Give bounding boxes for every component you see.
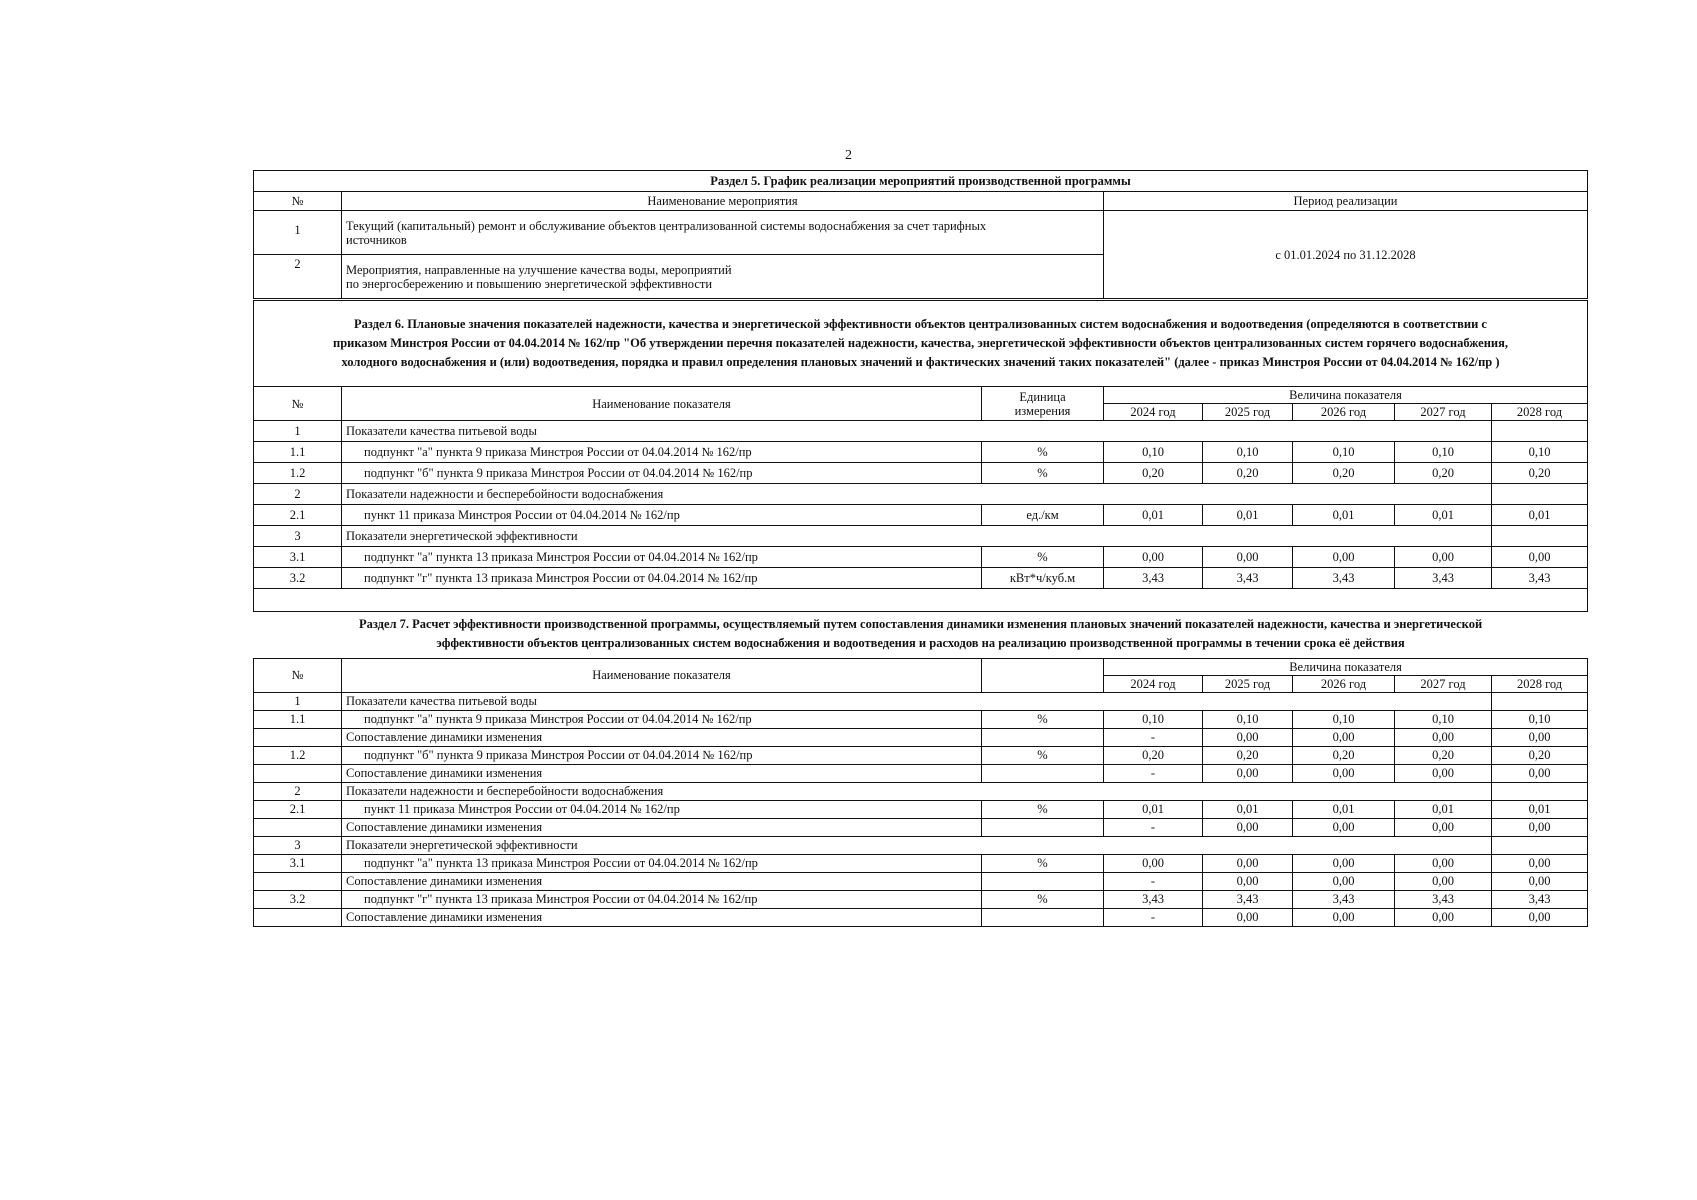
value-cell: 3,43 bbox=[1293, 890, 1395, 908]
value-cell: 0,00 bbox=[1395, 764, 1492, 782]
row-number: 1.1 bbox=[254, 710, 342, 728]
section6-col-unit-line: измерения bbox=[1014, 403, 1071, 418]
value-cell: 0,10 bbox=[1395, 710, 1492, 728]
value-cell: 0,00 bbox=[1492, 908, 1588, 926]
value-cell: 0,00 bbox=[1104, 854, 1203, 872]
unit-cell: % bbox=[982, 800, 1104, 818]
row-number: 1.1 bbox=[254, 442, 342, 463]
section6-title-line: приказом Минстроя России от 04.04.2014 № 162/пр "Об утверждении перечня показателей надежности, качества, энергетической эффективности объектов централизованных систем горячего водоснабжения, bbox=[333, 336, 1508, 350]
comparison-label: Сопоставление динамики изменения bbox=[342, 764, 982, 782]
value-cell: 0,00 bbox=[1203, 872, 1293, 890]
value-cell: 0,20 bbox=[1203, 463, 1293, 484]
indicator-row bbox=[254, 442, 1588, 463]
section6-table bbox=[253, 300, 1588, 612]
value-cell: 0,01 bbox=[1203, 505, 1293, 526]
year-header: 2026 год bbox=[1293, 404, 1395, 421]
value-cell: 0,01 bbox=[1203, 800, 1293, 818]
section7-title-line: эффективности объектов централизованных систем водоснабжения и водоотведения и расходов на реализацию производственной программы в течении срока её действия bbox=[436, 635, 1405, 650]
unit-cell bbox=[982, 872, 1104, 890]
page-number: 2 bbox=[845, 148, 852, 163]
group-row bbox=[254, 692, 1588, 710]
empty-cell bbox=[1492, 836, 1588, 854]
section5-row-name-line: Текущий (капитальный) ремонт и обслуживание объектов централизованной системы водоснабжения за счет тарифных bbox=[346, 218, 987, 233]
comparison-label: Сопоставление динамики изменения bbox=[342, 872, 982, 890]
row-number: 2 bbox=[254, 782, 342, 800]
section6-body bbox=[254, 421, 1588, 589]
comparison-label: Сопоставление динамики изменения bbox=[342, 908, 982, 926]
unit-cell bbox=[982, 908, 1104, 926]
section7-col-value: Величина показателя bbox=[1104, 658, 1588, 675]
group-name: Показатели качества питьевой воды bbox=[342, 692, 1492, 710]
group-row bbox=[254, 526, 1588, 547]
value-cell: 0,00 bbox=[1492, 728, 1588, 746]
row-number bbox=[254, 872, 342, 890]
value-cell: 0,00 bbox=[1104, 547, 1203, 568]
comparison-row bbox=[254, 818, 1588, 836]
indicator-name: подпункт "а" пункта 13 приказа Минстроя России от 04.04.2014 № 162/пр bbox=[342, 547, 982, 568]
indicator-name: пункт 11 приказа Минстроя России от 04.04.2014 № 162/пр bbox=[342, 505, 982, 526]
value-cell: 0,00 bbox=[1203, 728, 1293, 746]
indicator-row bbox=[254, 547, 1588, 568]
value-cell: 0,00 bbox=[1203, 764, 1293, 782]
value-cell: 0,20 bbox=[1293, 463, 1395, 484]
value-cell: 0,10 bbox=[1293, 710, 1395, 728]
section5-row-name-line: источников bbox=[346, 232, 407, 247]
value-cell: 0,00 bbox=[1492, 547, 1588, 568]
value-cell: 0,00 bbox=[1203, 854, 1293, 872]
value-cell: 0,01 bbox=[1395, 505, 1492, 526]
row-number bbox=[254, 728, 342, 746]
value-cell: 0,00 bbox=[1492, 764, 1588, 782]
indicator-name: подпункт "б" пункта 9 приказа Минстроя России от 04.04.2014 № 162/пр bbox=[342, 746, 982, 764]
value-cell: 0,20 bbox=[1203, 746, 1293, 764]
section6-title-line: холодного водоснабжения и (или) водоотведения, порядка и правил определения плановых значений и фактических значений таких показателей" (далее - приказ Минстроя России от 04.04.2014 № 162/пр ) bbox=[341, 355, 1500, 369]
row-number: 1.2 bbox=[254, 746, 342, 764]
unit-cell: % bbox=[982, 442, 1104, 463]
indicator-name: пункт 11 приказа Минстроя России от 04.04.2014 № 162/пр bbox=[342, 800, 982, 818]
value-cell: 0,00 bbox=[1203, 547, 1293, 568]
indicator-row bbox=[254, 568, 1588, 589]
year-header: 2024 год bbox=[1104, 675, 1203, 692]
empty-cell bbox=[1492, 526, 1588, 547]
indicator-row bbox=[254, 710, 1588, 728]
comparison-row bbox=[254, 764, 1588, 782]
value-cell: 0,00 bbox=[1395, 872, 1492, 890]
value-cell: 3,43 bbox=[1203, 890, 1293, 908]
row-number bbox=[254, 764, 342, 782]
row-number: 3 bbox=[254, 836, 342, 854]
section6-title-line: Раздел 6. Плановые значения показателей надежности, качества и энергетической эффективности объектов централизованных систем водоснабжения и водоотведения (определяются в соответствии с bbox=[354, 317, 1487, 331]
row-number: 3.2 bbox=[254, 890, 342, 908]
comparison-label: Сопоставление динамики изменения bbox=[342, 728, 982, 746]
row-number: 2.1 bbox=[254, 800, 342, 818]
row-number: 1 bbox=[254, 692, 342, 710]
value-cell: 0,20 bbox=[1104, 746, 1203, 764]
value-cell: 0,00 bbox=[1293, 764, 1395, 782]
row-number bbox=[254, 908, 342, 926]
comparison-row bbox=[254, 908, 1588, 926]
unit-cell: % bbox=[982, 710, 1104, 728]
value-cell: 3,43 bbox=[1395, 890, 1492, 908]
value-cell: 0,01 bbox=[1492, 800, 1588, 818]
value-cell: 0,00 bbox=[1293, 908, 1395, 926]
value-cell: 0,10 bbox=[1203, 442, 1293, 463]
indicator-name: подпункт "а" пункта 13 приказа Минстроя России от 04.04.2014 № 162/пр bbox=[342, 854, 982, 872]
row-number: 3 bbox=[254, 526, 342, 547]
value-cell: 0,10 bbox=[1104, 710, 1203, 728]
row-number: 3.1 bbox=[254, 854, 342, 872]
value-cell: 0,00 bbox=[1395, 854, 1492, 872]
row-number: 1.2 bbox=[254, 463, 342, 484]
value-cell: 3,43 bbox=[1492, 890, 1588, 908]
section5-row-name bbox=[342, 211, 1104, 255]
empty-cell bbox=[1492, 692, 1588, 710]
unit-cell: ед./км bbox=[982, 505, 1104, 526]
value-cell: 0,20 bbox=[1395, 746, 1492, 764]
value-cell: 3,43 bbox=[1203, 568, 1293, 589]
value-cell: 0,00 bbox=[1492, 818, 1588, 836]
section6-col-value: Величина показателя bbox=[1104, 387, 1588, 404]
unit-cell: кВт*ч/куб.м bbox=[982, 568, 1104, 589]
indicator-name: подпункт "г" пункта 13 приказа Минстроя России от 04.04.2014 № 162/пр bbox=[342, 890, 982, 908]
indicator-row bbox=[254, 505, 1588, 526]
unit-cell: % bbox=[982, 547, 1104, 568]
indicator-name: подпункт "а" пункта 9 приказа Минстроя России от 04.04.2014 № 162/пр bbox=[342, 442, 982, 463]
section6-col-unit bbox=[982, 387, 1104, 421]
unit-cell bbox=[982, 818, 1104, 836]
section5-row-name-line: по энергосбережению и повышению энергетической эффективности bbox=[346, 276, 713, 291]
year-header: 2028 год bbox=[1492, 675, 1588, 692]
indicator-row bbox=[254, 746, 1588, 764]
value-cell: 0,00 bbox=[1293, 872, 1395, 890]
unit-cell: % bbox=[982, 746, 1104, 764]
year-header: 2027 год bbox=[1395, 675, 1492, 692]
year-header: 2028 год bbox=[1492, 404, 1588, 421]
section7-col-no: № bbox=[254, 658, 342, 692]
value-cell: 0,10 bbox=[1395, 442, 1492, 463]
value-cell: 0,01 bbox=[1293, 505, 1395, 526]
section5-col-period: Период реализации bbox=[1104, 192, 1588, 211]
unit-cell bbox=[982, 764, 1104, 782]
comparison-row bbox=[254, 728, 1588, 746]
value-cell: 0,20 bbox=[1492, 746, 1588, 764]
section5-period-value: с 01.01.2024 по 31.12.2028 bbox=[1104, 211, 1588, 299]
row-number bbox=[254, 818, 342, 836]
value-cell: 0,01 bbox=[1104, 800, 1203, 818]
value-cell: 0,00 bbox=[1293, 818, 1395, 836]
section5-table bbox=[253, 170, 1588, 299]
value-cell: - bbox=[1104, 908, 1203, 926]
group-row bbox=[254, 484, 1588, 505]
section5-row-name-line: Мероприятия, направленные на улучшение качества воды, мероприятий bbox=[346, 262, 732, 277]
section7-title bbox=[254, 610, 1588, 658]
value-cell: 0,20 bbox=[1104, 463, 1203, 484]
group-name: Показатели надежности и бесперебойности водоснабжения bbox=[342, 484, 1492, 505]
section6-title bbox=[254, 301, 1588, 387]
row-number: 3.1 bbox=[254, 547, 342, 568]
comparison-label: Сопоставление динамики изменения bbox=[342, 818, 982, 836]
section6-block bbox=[253, 300, 1587, 612]
value-cell: 0,10 bbox=[1104, 442, 1203, 463]
value-cell: 0,10 bbox=[1293, 442, 1395, 463]
value-cell: 0,01 bbox=[1104, 505, 1203, 526]
value-cell: - bbox=[1104, 728, 1203, 746]
indicator-name: подпункт "г" пункта 13 приказа Минстроя России от 04.04.2014 № 162/пр bbox=[342, 568, 982, 589]
group-row bbox=[254, 421, 1588, 442]
unit-cell: % bbox=[982, 463, 1104, 484]
value-cell: 3,43 bbox=[1104, 568, 1203, 589]
value-cell: 0,00 bbox=[1203, 908, 1293, 926]
value-cell: 0,20 bbox=[1492, 463, 1588, 484]
section5-row-name bbox=[342, 255, 1104, 299]
year-header: 2024 год bbox=[1104, 404, 1203, 421]
empty-cell bbox=[1492, 421, 1588, 442]
year-header: 2027 год bbox=[1395, 404, 1492, 421]
value-cell: 0,00 bbox=[1395, 818, 1492, 836]
value-cell: 3,43 bbox=[1104, 890, 1203, 908]
row-number: 2 bbox=[254, 484, 342, 505]
section7-title-line: Раздел 7. Расчет эффективности производственной программы, осуществляемый путем сопоставления динамики изменения плановых значений показателей надежности, качества и энергетической bbox=[358, 616, 1483, 631]
value-cell: 3,43 bbox=[1395, 568, 1492, 589]
indicator-row bbox=[254, 800, 1588, 818]
value-cell: 0,00 bbox=[1395, 728, 1492, 746]
value-cell: 0,01 bbox=[1293, 800, 1395, 818]
value-cell: 0,20 bbox=[1395, 463, 1492, 484]
section7-block bbox=[253, 610, 1587, 927]
section5-col-name: Наименование мероприятия bbox=[342, 192, 1104, 211]
indicator-row bbox=[254, 463, 1588, 484]
group-name: Показатели качества питьевой воды bbox=[342, 421, 1492, 442]
group-name: Показатели энергетической эффективности bbox=[342, 526, 1492, 547]
empty-cell bbox=[1492, 484, 1588, 505]
value-cell: - bbox=[1104, 818, 1203, 836]
value-cell: 0,00 bbox=[1293, 854, 1395, 872]
section5-col-no: № bbox=[254, 192, 342, 211]
value-cell: 0,00 bbox=[1293, 547, 1395, 568]
value-cell: 3,43 bbox=[1492, 568, 1588, 589]
year-header: 2026 год bbox=[1293, 675, 1395, 692]
indicator-row bbox=[254, 854, 1588, 872]
unit-cell bbox=[982, 728, 1104, 746]
year-header: 2025 год bbox=[1203, 675, 1293, 692]
empty-cell bbox=[1492, 782, 1588, 800]
value-cell: 0,00 bbox=[1293, 728, 1395, 746]
section7-col-unit bbox=[982, 658, 1104, 692]
value-cell: - bbox=[1104, 764, 1203, 782]
group-row bbox=[254, 836, 1588, 854]
value-cell: 0,20 bbox=[1293, 746, 1395, 764]
indicator-name: подпункт "а" пункта 9 приказа Минстроя России от 04.04.2014 № 162/пр bbox=[342, 710, 982, 728]
value-cell: 0,00 bbox=[1492, 854, 1588, 872]
row-number: 1 bbox=[254, 421, 342, 442]
section7-table bbox=[253, 610, 1588, 927]
value-cell: 0,00 bbox=[1395, 908, 1492, 926]
group-name: Показатели надежности и бесперебойности водоснабжения bbox=[342, 782, 1492, 800]
section6-empty-cell bbox=[254, 589, 1588, 612]
value-cell: 3,43 bbox=[1293, 568, 1395, 589]
indicator-name: подпункт "б" пункта 9 приказа Минстроя России от 04.04.2014 № 162/пр bbox=[342, 463, 982, 484]
value-cell: 0,00 bbox=[1203, 818, 1293, 836]
section5-block bbox=[253, 170, 1587, 299]
indicator-row bbox=[254, 890, 1588, 908]
section5-title: Раздел 5. График реализации мероприятий производственной программы bbox=[254, 171, 1588, 192]
row-number: 2.1 bbox=[254, 505, 342, 526]
value-cell: - bbox=[1104, 872, 1203, 890]
value-cell: 0,01 bbox=[1395, 800, 1492, 818]
value-cell: 0,00 bbox=[1395, 547, 1492, 568]
value-cell: 0,00 bbox=[1492, 872, 1588, 890]
section6-col-unit-line: Единица bbox=[1019, 389, 1066, 404]
comparison-row bbox=[254, 872, 1588, 890]
value-cell: 0,10 bbox=[1492, 710, 1588, 728]
group-name: Показатели энергетической эффективности bbox=[342, 836, 1492, 854]
section7-body bbox=[254, 692, 1588, 926]
section7-col-name: Наименование показателя bbox=[342, 658, 982, 692]
year-header: 2025 год bbox=[1203, 404, 1293, 421]
section5-row-no: 1 bbox=[254, 211, 342, 255]
value-cell: 0,10 bbox=[1492, 442, 1588, 463]
section6-empty-row bbox=[254, 589, 1588, 612]
section6-col-no: № bbox=[254, 387, 342, 421]
section6-col-name: Наименование показателя bbox=[342, 387, 982, 421]
value-cell: 0,01 bbox=[1492, 505, 1588, 526]
value-cell: 0,10 bbox=[1203, 710, 1293, 728]
unit-cell: % bbox=[982, 890, 1104, 908]
unit-cell: % bbox=[982, 854, 1104, 872]
section5-row-no: 2 bbox=[254, 255, 342, 299]
row-number: 3.2 bbox=[254, 568, 342, 589]
group-row bbox=[254, 782, 1588, 800]
